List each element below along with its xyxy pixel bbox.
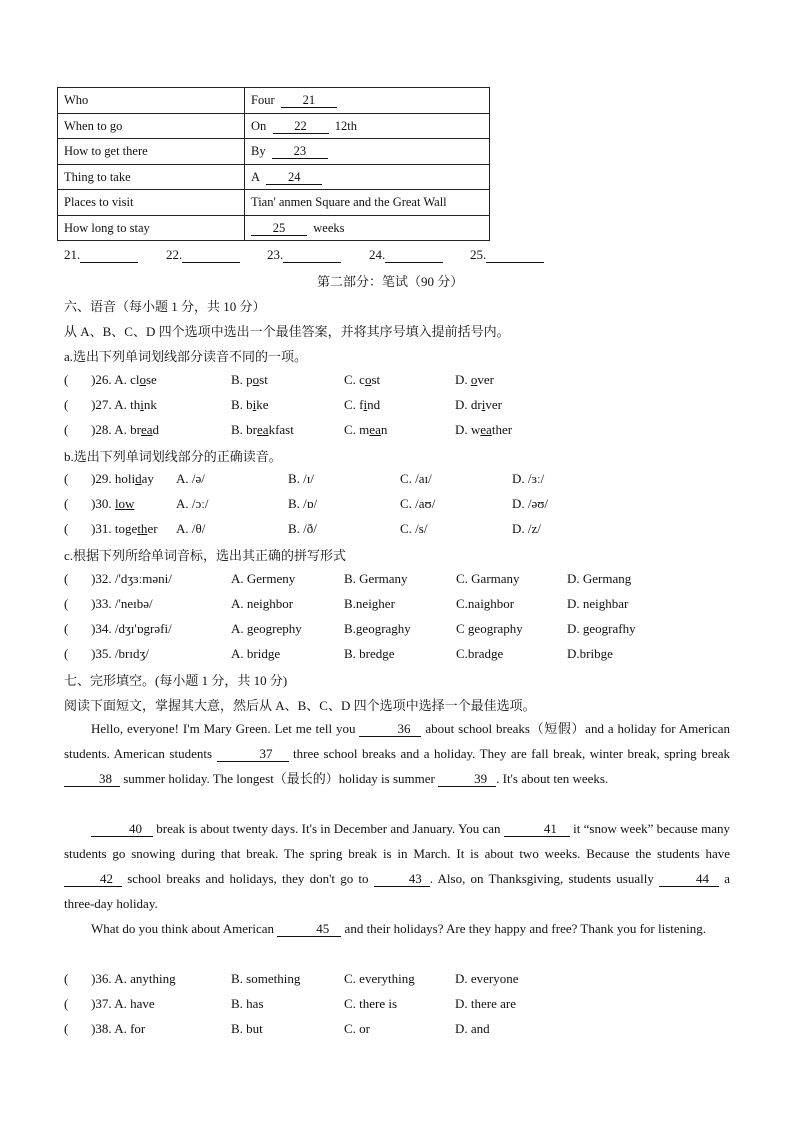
answer-bracket[interactable]: ( )36. A. anything [64, 971, 176, 986]
answer-bracket[interactable]: ( )33. /'neɪbə/ [64, 596, 153, 611]
table-value: Four 21 [245, 88, 490, 114]
passage-paragraph-2: 40 break is about twenty days. It's in December and January. You can 41 it “snow week” because many students go snowing during that break. The spring break is in March. It is about two weeks. Because the students have 42 school breaks and holidays, they don't go to 43 . Also, on Thanksgiving, students usually 44 a three-day holiday. [64, 821, 731, 911]
option-c[interactable]: C. /s/ [400, 521, 428, 536]
blank-25[interactable]: 25 [251, 221, 307, 236]
subsection-c-title: c.根据下列所给单词音标，选出其正确的拼写形式 [64, 548, 347, 563]
blank-39[interactable]: 39 [438, 772, 496, 787]
blank-43[interactable]: 43 [374, 872, 430, 887]
answer-bracket[interactable]: ( )37. A. have [64, 996, 155, 1011]
answer-24[interactable]: 24. [369, 247, 443, 263]
option-c[interactable]: C. find [344, 397, 381, 412]
passage-paragraph-1: Hello, everyone! I'm Mary Green. Let me tell you 36 about school breaks（短假）and a holiday for American students. American students 37 three school breaks and a holiday. They are fall break, winter break, spring break 38 summer holiday. The longest（最长的）holiday is summer 39 . It's about ten weeks. [64, 721, 730, 786]
table-row [58, 139, 490, 165]
option-c[interactable]: C. /aʊ/ [400, 496, 436, 511]
option-a[interactable]: A. neighbor [231, 596, 294, 611]
option-b[interactable]: B. something [231, 971, 301, 986]
blank-44[interactable]: 44 [659, 872, 719, 887]
option-d[interactable]: D. there are [455, 996, 516, 1011]
blank-22[interactable]: 22 [273, 119, 329, 134]
option-b[interactable]: B. post [231, 372, 268, 387]
answer-bracket[interactable]: ( )29. holiday [64, 471, 154, 486]
option-d[interactable]: D. everyone [455, 971, 519, 986]
table-row [58, 88, 490, 114]
answer-bracket[interactable]: ( )34. /dʒɪ'ɒgrəfi/ [64, 621, 172, 636]
option-b[interactable]: B.neigher [344, 596, 395, 611]
option-a[interactable]: A. geogrephy [231, 621, 302, 636]
section-six-instruction: 从 A、B、C、D 四个选项中选出一个最佳答案，并将其序号填入提前括号内。 [64, 324, 510, 339]
answer-25[interactable]: 25. [470, 247, 544, 263]
answer-bracket[interactable]: ( )35. /brɪdʒ/ [64, 646, 149, 661]
option-b[interactable]: B. but [231, 1021, 263, 1036]
answer-bracket[interactable]: ( )38. A. for [64, 1021, 146, 1036]
table-row [58, 190, 490, 216]
option-d[interactable]: D. /ɜː/ [512, 471, 545, 486]
option-a[interactable]: A. /θ/ [176, 521, 206, 536]
table-value: By 23 [245, 139, 490, 165]
table-value: On 22 12th [245, 113, 490, 139]
subsection-a-title: a.选出下列单词划线部分读音不同的一项。 [64, 349, 308, 364]
blank-37[interactable]: 37 [217, 747, 289, 762]
option-a[interactable]: A. /ɔː/ [176, 496, 209, 511]
blank-45[interactable]: 45 [277, 922, 341, 937]
option-b[interactable]: B. /ɒ/ [288, 496, 318, 511]
table-value: A 24 [245, 164, 490, 190]
blank-42[interactable]: 42 [64, 872, 122, 887]
table-label: How to get there [58, 139, 245, 165]
answer-bracket[interactable]: ( )26. A. close [64, 372, 157, 387]
answer-bracket[interactable]: ( )31. together [64, 521, 158, 536]
info-table [57, 87, 490, 241]
subsection-b-title: b.选出下列单词划线部分的正确读音。 [64, 449, 282, 464]
option-b[interactable]: B. Germany [344, 571, 408, 586]
option-b[interactable]: B. has [231, 996, 264, 1011]
table-row [58, 113, 490, 139]
table-label: Who [58, 88, 245, 114]
option-a[interactable]: A. bridge [231, 646, 281, 661]
option-a[interactable]: A. /ə/ [176, 471, 205, 486]
table-label: How long to stay [58, 215, 245, 241]
blank-23[interactable]: 23 [272, 144, 328, 159]
option-c[interactable]: C. mean [344, 422, 388, 437]
table-value: 25 weeks [245, 215, 490, 241]
blank-41[interactable]: 41 [504, 822, 570, 837]
answer-bracket[interactable]: ( )27. A. think [64, 397, 157, 412]
table-row [58, 215, 490, 241]
table-value: Tian' anmen Square and the Great Wall [245, 190, 490, 216]
option-d[interactable]: D. and [455, 1021, 490, 1036]
table-label: Thing to take [58, 164, 245, 190]
option-b[interactable]: B. /ð/ [288, 521, 317, 536]
answer-bracket[interactable]: ( )30. low [64, 496, 135, 511]
option-b[interactable]: B. bike [231, 397, 269, 412]
option-b[interactable]: B. /ɪ/ [288, 471, 315, 486]
answer-23[interactable]: 23. [267, 247, 341, 263]
option-c[interactable]: C geography [456, 621, 523, 636]
section-seven-instruction: 阅读下面短文，掌握其大意，然后从 A、B、C、D 四个选项中选择一个最佳选项。 [64, 698, 536, 713]
option-c[interactable]: C. Garmany [456, 571, 520, 586]
part-title: 第二部分：笔试（90 分） [317, 274, 464, 289]
option-c[interactable]: C. /aɪ/ [400, 471, 432, 486]
answer-21[interactable]: 21. [64, 247, 138, 263]
option-d[interactable]: D. over [455, 372, 494, 387]
blank-24[interactable]: 24 [266, 170, 322, 185]
option-d[interactable]: D. weather [455, 422, 513, 437]
option-b[interactable]: B.geograghy [344, 621, 411, 636]
table-row [58, 164, 490, 190]
option-c[interactable]: C. there is [344, 996, 398, 1011]
table-label: When to go [58, 113, 245, 139]
option-d[interactable]: D. geografhy [567, 621, 636, 636]
passage-paragraph-3: What do you think about American 45 and their holidays? Are they happy and free? Thank you for listening. [91, 921, 707, 936]
option-d[interactable]: D. driver [455, 397, 502, 412]
option-a[interactable]: A. Germeny [231, 571, 296, 586]
option-c[interactable]: C. cost [344, 372, 381, 387]
option-b[interactable]: B. breakfast [231, 422, 294, 437]
blank-21[interactable]: 21 [281, 93, 337, 108]
option-d[interactable]: D. Germang [567, 571, 632, 586]
table-label: Places to visit [58, 190, 245, 216]
blank-38[interactable]: 38 [64, 772, 120, 787]
blank-40[interactable]: 40 [91, 822, 153, 837]
section-six-title: 六、语音（每小题 1 分，共 10 分） [64, 299, 266, 314]
option-b[interactable]: B. bredge [344, 646, 395, 661]
option-c[interactable]: C.bradge [456, 646, 504, 661]
option-d[interactable]: D. /z/ [512, 521, 541, 536]
section-seven-title: 七、完形填空。(每小题 1 分，共 10 分) [64, 673, 288, 688]
option-d[interactable]: D.bribge [567, 646, 613, 661]
option-d[interactable]: D. neighbar [567, 596, 629, 611]
blank-36[interactable]: 36 [359, 722, 421, 737]
answer-bracket[interactable]: ( )28. A. bread [64, 422, 159, 437]
option-c[interactable]: C. everything [344, 971, 415, 986]
answer-22[interactable]: 22. [166, 247, 240, 263]
option-d[interactable]: D. /əʊ/ [512, 496, 549, 511]
option-c[interactable]: C. or [344, 1021, 370, 1036]
answer-bracket[interactable]: ( )32. /'dʒɜːməni/ [64, 571, 172, 586]
option-c[interactable]: C.naighbor [456, 596, 515, 611]
